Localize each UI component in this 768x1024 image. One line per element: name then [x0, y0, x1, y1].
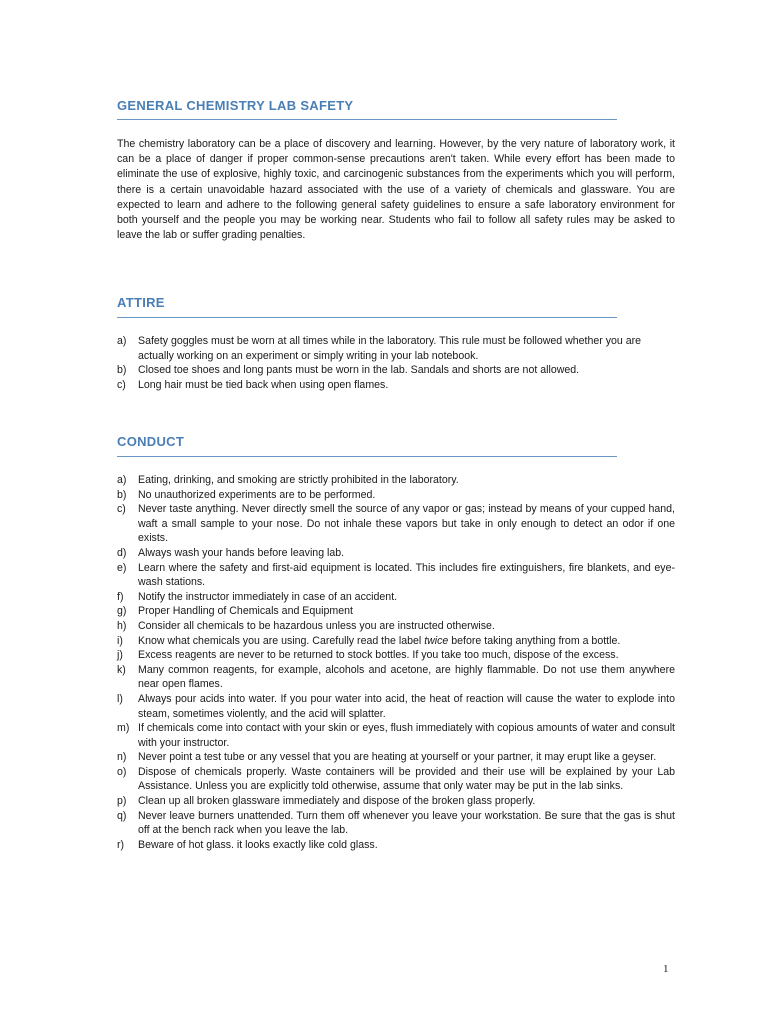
list-item [117, 634, 675, 649]
list-item [117, 502, 675, 546]
item-marker: b) [117, 488, 127, 501]
item-text: Never leave burners unattended. Turn them off whenever you leave your workstation. Be sure that the gas is shut off at the bench rack when you leave the lab. [138, 809, 675, 837]
list-item [117, 794, 675, 809]
section-divider [117, 456, 617, 457]
item-text: Clean up all broken glassware immediately and dispose of the broken glass properly. [138, 795, 536, 808]
list-item [117, 692, 675, 721]
item-text: Notify the instructor immediately in case of an accident. [138, 590, 398, 603]
item-text: Closed toe shoes and long pants must be worn in the lab. Sandals and shorts are not allowed. [138, 364, 580, 377]
list-item [117, 721, 675, 750]
item-marker: d) [117, 546, 127, 559]
item-text: Long hair must be tied back when using open flames. [138, 378, 389, 391]
item-marker: c) [117, 378, 126, 391]
item-text: Excess reagents are never to be returned to stock bottles. If you take too much, dispose of the excess. [138, 649, 619, 662]
section-divider [117, 317, 617, 318]
item-text: Eating, drinking, and smoking are strictly prohibited in the laboratory. [138, 474, 459, 486]
list-item [117, 488, 675, 503]
item-text-part: before taking anything from a bottle. [448, 634, 621, 647]
list-item [117, 809, 675, 838]
list-item [117, 590, 675, 605]
item-marker: h) [117, 619, 127, 632]
item-text: Always wash your hands before leaving lab. [138, 546, 345, 559]
item-marker: j) [117, 649, 123, 662]
item-text: Consider all chemicals to be hazardous unless you are instructed otherwise. [138, 619, 495, 632]
item-marker: m) [117, 722, 130, 735]
list-item [117, 619, 675, 634]
list-item [117, 561, 675, 590]
item-marker: e) [117, 561, 127, 574]
list-item [117, 750, 675, 765]
item-marker: f) [117, 590, 124, 603]
intro-paragraph: The chemistry laboratory can be a place of discovery and learning. However, by the very nature of laboratory work, it can be a place of danger if proper common-sense precautions aren't taken. While every effort has been made to eliminate the use of explosive, highly toxic, and carcinogenic substances from the experiments which you will perform, there is a certain unavoidable hazard associated with the use of a variety of chemicals and glassware. You are expected to learn and adhere to the following general safety guidelines to ensure a safe laboratory environment for both yourself and the people you may be working near. Students who fail to follow all safety rules may be asked to leave the lab or suffer grading penalties. [117, 138, 675, 242]
attire-list [117, 334, 675, 392]
item-text [138, 634, 675, 649]
item-text: Never taste anything. Never directly smell the source of any vapor or gas; instead by means of your cupped hand, waft a small sample to your nose. Do not inhale these vapors but take in only enough to detect an odor if one exists. [138, 503, 675, 545]
conduct-list [117, 473, 675, 852]
item-marker: a) [117, 335, 127, 347]
item-text: Learn where the safety and first-aid equipment is located. This includes fire extinguishers, fire blankets, and eye-wash stations. [138, 561, 675, 589]
item-marker: a) [117, 474, 127, 486]
item-text-emphasis: twice [424, 634, 449, 647]
section-divider [117, 119, 617, 120]
item-text: Always pour acids into water. If you pour water into acid, the heat of reaction will cause the water to explode into steam, sometimes violently, and the acid will splatter. [138, 692, 675, 720]
item-marker: c) [117, 503, 126, 516]
item-marker: b) [117, 364, 127, 377]
item-text: If chemicals come into contact with your skin or eyes, flush immediately with copious amounts of water and consult with your instructor. [138, 722, 675, 749]
section-title-conduct: CONDUCT [117, 434, 185, 449]
list-item [117, 604, 675, 619]
item-marker: o) [117, 765, 127, 778]
item-text: Safety goggles must be worn at all times while in the laboratory. This rule must be followed whether you are actually working on an experiment or simply writing in your lab notebook. [138, 335, 642, 362]
list-item [117, 334, 675, 363]
page-number: 1 [663, 963, 669, 975]
item-marker: l) [117, 692, 123, 705]
item-text-part: Know what chemicals you are using. Carefully read the label [138, 634, 425, 647]
item-marker: k) [117, 663, 126, 676]
list-item [117, 648, 675, 663]
list-item [117, 473, 675, 488]
item-marker: p) [117, 795, 127, 808]
item-marker: g) [117, 605, 127, 618]
item-marker: r) [117, 838, 125, 851]
item-text: Dispose of chemicals properly. Waste containers will be provided and their use will be explained by your Lab Assistance. Unless you are explicitly told otherwise, assume that only water may be put in the lab sinks. [138, 765, 675, 793]
item-text: Never point a test tube or any vessel that you are heating at yourself or your partner, it may erupt like a geyser. [138, 751, 657, 764]
list-item [117, 663, 675, 692]
list-item [117, 838, 675, 853]
list-item [117, 765, 675, 794]
item-marker: n) [117, 751, 127, 764]
list-item [117, 378, 675, 393]
section-title-attire: ATTIRE [117, 295, 165, 310]
item-text: Proper Handling of Chemicals and Equipment [138, 605, 353, 618]
item-marker: i) [117, 634, 123, 647]
section-title-general: GENERAL CHEMISTRY LAB SAFETY [117, 98, 354, 113]
list-item [117, 363, 675, 378]
item-text: Beware of hot glass. it looks exactly like cold glass. [138, 838, 378, 851]
item-text: No unauthorized experiments are to be performed. [138, 488, 376, 501]
item-text: Many common reagents, for example, alcohols and acetone, are highly flammable. Do not use them anywhere near open flames. [138, 663, 675, 691]
list-item [117, 546, 675, 561]
item-marker: q) [117, 809, 127, 822]
